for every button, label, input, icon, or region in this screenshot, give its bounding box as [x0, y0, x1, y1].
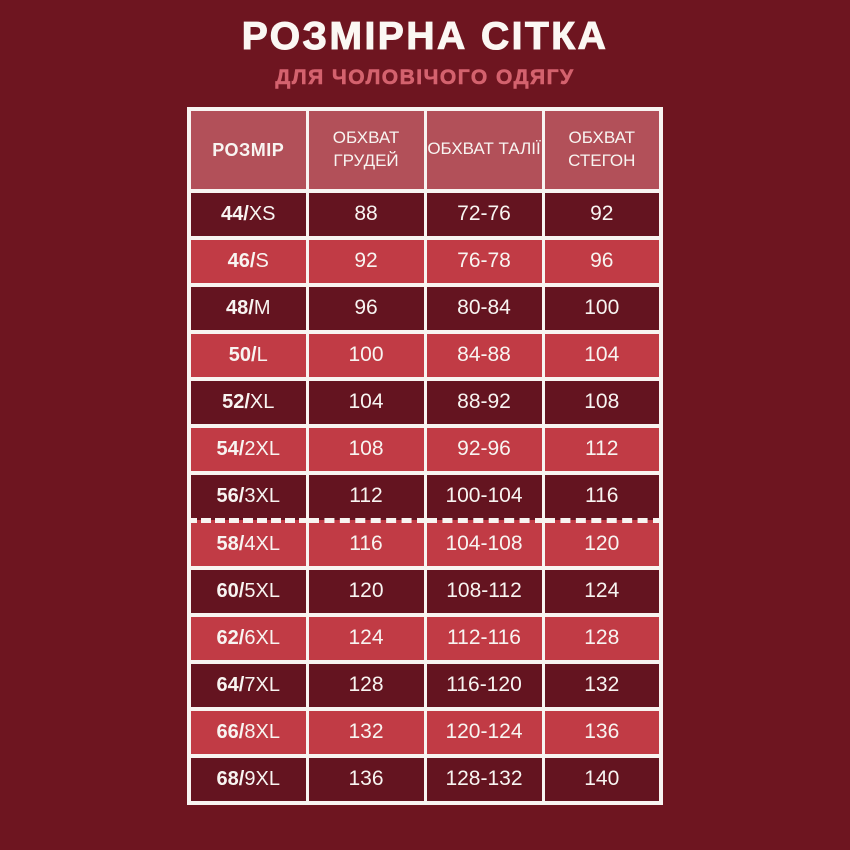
chest-value: 132 [307, 709, 425, 756]
size-letter: 6XL [244, 626, 280, 649]
waist-value: 92-96 [425, 426, 543, 473]
chest-value: 112 [307, 473, 425, 521]
table-row-48m [189, 285, 661, 332]
hips-value: 92 [543, 191, 661, 238]
size-value [189, 568, 307, 615]
table-row-46s [189, 238, 661, 285]
size-value [189, 615, 307, 662]
table-row-647xl [189, 662, 661, 709]
size-value [189, 332, 307, 379]
table-row-542xl [189, 426, 661, 473]
waist-value: 104-108 [425, 520, 543, 568]
hips-value: 124 [543, 568, 661, 615]
size-number: 66/ [216, 720, 245, 743]
size-number: 44/ [221, 202, 249, 225]
size-letter: 7XL [244, 673, 280, 696]
table-row-626xl [189, 615, 661, 662]
waist-value: 108-112 [425, 568, 543, 615]
hips-value: 128 [543, 615, 661, 662]
chest-value: 120 [307, 568, 425, 615]
size-table-body [189, 191, 661, 803]
waist-value: 88-92 [425, 379, 543, 426]
size-number: 68/ [216, 767, 245, 790]
chest-value: 88 [307, 191, 425, 238]
waist-value: 128-132 [425, 756, 543, 803]
size-letter: 2XL [244, 437, 280, 460]
hips-value: 108 [543, 379, 661, 426]
hips-value: 104 [543, 332, 661, 379]
hips-value: 100 [543, 285, 661, 332]
size-number: 64/ [216, 673, 245, 696]
size-letter: L [256, 343, 268, 366]
chest-value: 116 [307, 520, 425, 568]
size-number: 48/ [226, 296, 254, 319]
size-letter: 5XL [244, 579, 280, 602]
waist-value: 100-104 [425, 473, 543, 521]
size-letter: 8XL [244, 720, 280, 743]
size-value [189, 473, 307, 521]
table-row-563xl [189, 473, 661, 521]
size-value [189, 191, 307, 238]
hips-value: 96 [543, 238, 661, 285]
table-row-52xl [189, 379, 661, 426]
size-number: 60/ [216, 579, 245, 602]
waist-value: 112-116 [425, 615, 543, 662]
size-letter: 3XL [244, 484, 280, 507]
size-value [189, 662, 307, 709]
header-hips: ОБХВАТ СТЕГОН [543, 109, 661, 191]
table-row-44xs [189, 191, 661, 238]
size-number: 56/ [216, 484, 245, 507]
header-size: РОЗМІР [189, 109, 307, 191]
size-letter: XS [248, 202, 276, 225]
size-value [189, 238, 307, 285]
size-value [189, 426, 307, 473]
chest-value: 104 [307, 379, 425, 426]
size-number: 50/ [228, 343, 257, 366]
hips-value: 112 [543, 426, 661, 473]
size-table [187, 107, 663, 805]
hips-value: 140 [543, 756, 661, 803]
table-row-668xl [189, 709, 661, 756]
hips-value: 116 [543, 473, 661, 521]
size-letter: M [253, 296, 271, 319]
waist-value: 72-76 [425, 191, 543, 238]
chest-value: 92 [307, 238, 425, 285]
chest-value: 100 [307, 332, 425, 379]
size-number: 46/ [227, 249, 256, 272]
chest-value: 96 [307, 285, 425, 332]
size-letter: XL [249, 390, 275, 413]
size-number: 58/ [216, 532, 245, 555]
table-row-605xl [189, 568, 661, 615]
size-value [189, 709, 307, 756]
hips-value: 120 [543, 520, 661, 568]
header-chest: ОБХВАТ ГРУДЕЙ [307, 109, 425, 191]
chest-value: 128 [307, 662, 425, 709]
size-value [189, 285, 307, 332]
table-row-584xl [189, 520, 661, 568]
waist-value: 84-88 [425, 332, 543, 379]
size-number: 54/ [216, 437, 245, 460]
chest-value: 136 [307, 756, 425, 803]
waist-value: 80-84 [425, 285, 543, 332]
page-subtitle: ДЛЯ ЧОЛОВІЧОГО ОДЯГУ [275, 65, 575, 89]
waist-value: 116-120 [425, 662, 543, 709]
header-row [189, 109, 661, 191]
size-value [189, 379, 307, 426]
size-number: 62/ [216, 626, 245, 649]
size-letter: S [255, 249, 269, 272]
hips-value: 136 [543, 709, 661, 756]
page-title: РОЗМІРНА СІТКА [241, 15, 609, 58]
hips-value: 132 [543, 662, 661, 709]
size-number: 52/ [222, 390, 250, 413]
size-table-header [189, 109, 661, 191]
header-waist: ОБХВАТ ТАЛІЇ [425, 109, 543, 191]
waist-value: 120-124 [425, 709, 543, 756]
chest-value: 124 [307, 615, 425, 662]
table-row-50l [189, 332, 661, 379]
size-letter: 9XL [244, 767, 280, 790]
chest-value: 108 [307, 426, 425, 473]
size-value [189, 520, 307, 568]
waist-value: 76-78 [425, 238, 543, 285]
size-value [189, 756, 307, 803]
size-letter: 4XL [244, 532, 280, 555]
table-row-689xl [189, 756, 661, 803]
